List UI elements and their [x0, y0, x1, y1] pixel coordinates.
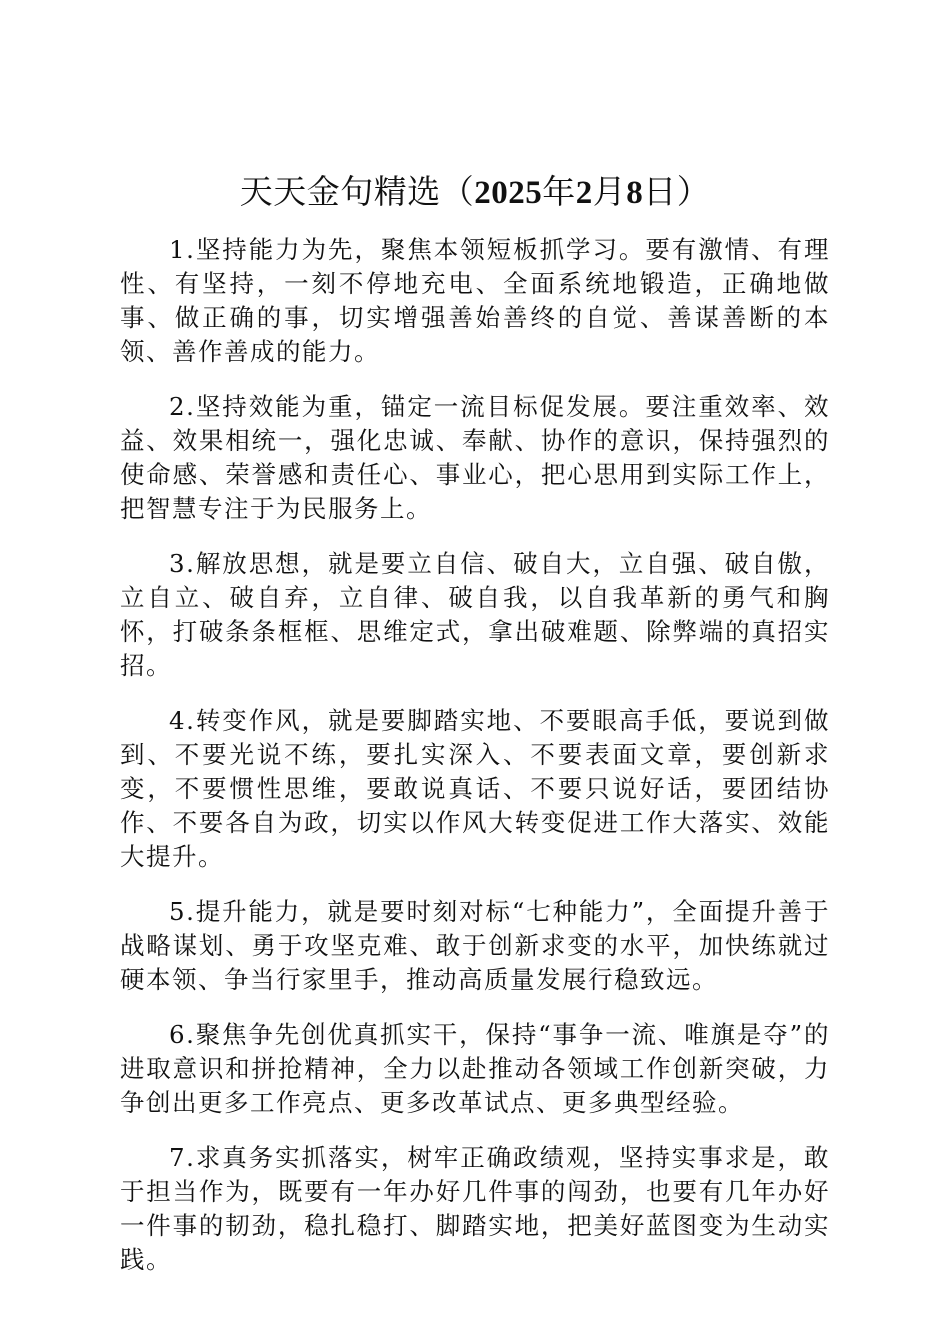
title-year-unit: 年	[542, 172, 576, 211]
title-year: 2025	[474, 175, 543, 211]
quote-paragraph-6: 6.聚焦争先创优真抓实干，保持“事争一流、唯旗是夺”的进取意识和拼抢精神，全力以赴推动各领域工作创新突破，力争创出更多工作亮点、更多改革试点、更多典型经验。	[120, 1020, 830, 1117]
title-month: 2	[575, 175, 593, 211]
quote-paragraph-1: 1.坚持能力为先，聚焦本领短板抓学习。要有激情、有理性、有坚持，一刻不停地充电、全面系统地锻造，正确地做事、做正确的事，切实增强善始善终的自觉、善谋善断的本领、善作善成的能力。	[120, 235, 830, 366]
quote-paragraph-7: 7.求真务实抓落实，树牢正确政绩观，坚持实事求是，敢于担当作为，既要有一年办好几件事的闯劲，也要有几年办好一件事的韧劲，稳扎稳打、脚踏实地，把美好蓝图变为生动实践。	[120, 1143, 830, 1274]
title-month-unit: 月	[592, 172, 627, 211]
title-prefix: 天天金句精选（	[239, 172, 475, 211]
quote-paragraph-3: 3.解放思想，就是要立自信、破自大，立自强、破自傲，立自立、破自弃，立自律、破自我，以自我革新的勇气和胸怀，打破条条框框、思维定式，拿出破难题、除弊端的真招实招。	[120, 549, 830, 680]
quote-paragraph-2: 2.坚持效能为重，锚定一流目标促发展。要注重效率、效益、效果相统一，强化忠诚、奉献、协作的意识，保持强烈的使命感、荣誉感和责任心、事业心，把心思用到实际工作上，把智慧专注于为民服务上。	[120, 392, 830, 523]
title-day: 8	[626, 175, 644, 211]
quote-paragraph-5: 5.提升能力，就是要时刻对标“七种能力”，全面提升善于战略谋划、勇于攻坚克难、敢于创新求变的水平，加快练就过硬本领、争当行家里手，推动高质量发展行稳致远。	[120, 897, 830, 994]
document-body	[120, 233, 830, 1298]
quote-paragraph-4: 4.转变作风，就是要脚踏实地、不要眼高手低，要说到做到、不要光说不练，要扎实深入、不要表面文章，要创新求变，不要惯性思维，要敢说真话、不要只说好话，要团结协作、不要各自为政，切实以作风大转变促进工作大落实、效能大提升。	[120, 706, 830, 871]
page-title	[120, 170, 830, 215]
title-suffix: 日）	[643, 172, 711, 211]
